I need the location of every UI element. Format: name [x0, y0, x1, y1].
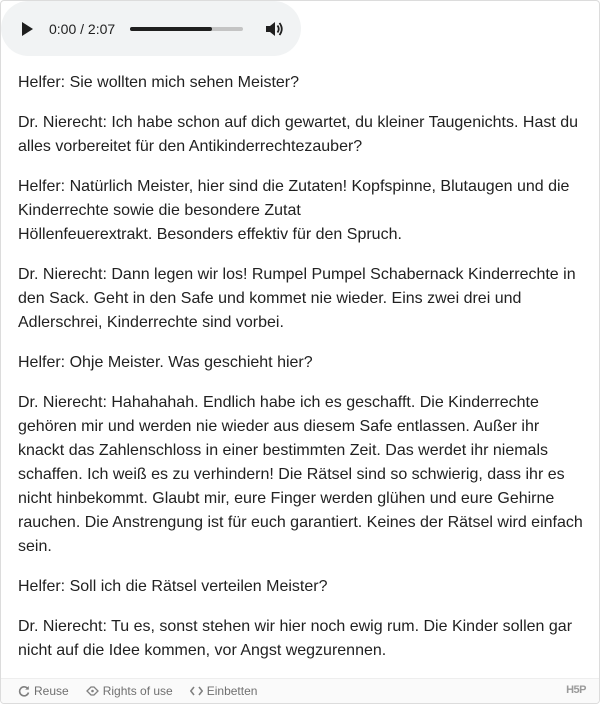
reuse-button[interactable] [18, 684, 69, 698]
copyright-icon [86, 685, 99, 697]
audio-seek-progress [130, 27, 211, 31]
h5p-footer [1, 678, 599, 703]
dialogue-line: Helfer: Ohje Meister. Was geschieht hier? [18, 354, 313, 371]
audio-time-display: 0:00 / 2:07 [49, 20, 116, 37]
reuse-label: Reuse [34, 684, 69, 698]
audio-seek-bar[interactable] [130, 27, 243, 31]
volume-icon [266, 21, 284, 37]
play-button[interactable] [20, 21, 34, 37]
embed-button[interactable] [190, 684, 258, 698]
dialogue-line: Dr. Nierecht: Ich habe schon auf dich gewartet, du kleiner Taugenichts. Hast du alles vorbereitet für den Antikinderrechtezauber? [18, 114, 579, 155]
embed-icon [190, 686, 203, 696]
dialogue-line: Dr. Nierecht: Tu es, sonst stehen wir hier noch ewig rum. Die Kinder sollen gar nicht auf die Idee kommen, vor Angst wegzurennen. [18, 618, 573, 659]
dialogue-line: Dr. Nierecht: Hahahahah. Endlich habe ich es geschafft. Die Kinderrechte gehören mir und werden nie wieder aus diesem Safe entlassen. Außer ihr knackt das Zahlenschloss in einer bestimmten Zeit. Das werdet ihr niemals schaffen. Ich weiß es zu verhindern! Die Rätsel sind so schwierig, dass ihr es nicht hinbekommt. Glaubt mir, eure Finger werden glühen und eure Gehirne rauchen. Die Anstrengung ist für euch garantiert. Keines der Rätsel wird einfach sein. [18, 394, 583, 555]
dialogue-text [18, 71, 586, 679]
embed-label: Einbetten [206, 684, 258, 698]
h5p-logo[interactable]: H5P [566, 684, 586, 696]
dialogue-line: Helfer: Soll ich die Rätsel verteilen Meister? [18, 578, 328, 595]
dialogue-line: Helfer: Sie wollten mich sehen Meister? [18, 74, 300, 91]
dialogue-line: Dr. Nierecht: Dann legen wir los! Rumpel Pumpel Schabernack Kinderrechte in den Sack. Geht in den Safe und kommet nie wieder. Eins zwei drei und Adlerschrei, Kinderrechte sind vorbei. [18, 266, 576, 331]
volume-button[interactable] [265, 19, 285, 39]
rights-of-use-button[interactable] [86, 684, 173, 698]
audio-player [1, 1, 301, 56]
rights-of-use-label: Rights of use [102, 684, 173, 698]
reuse-icon [18, 685, 30, 697]
play-icon [22, 22, 33, 36]
dialogue-line: Helfer: Natürlich Meister, hier sind die Zutaten! Kopfspinne, Blutaugen und die Kinderrechte sowie die besondere Zutat Höllenfeuerextrakt. Besonders effektiv für den Spruch. [18, 178, 570, 243]
